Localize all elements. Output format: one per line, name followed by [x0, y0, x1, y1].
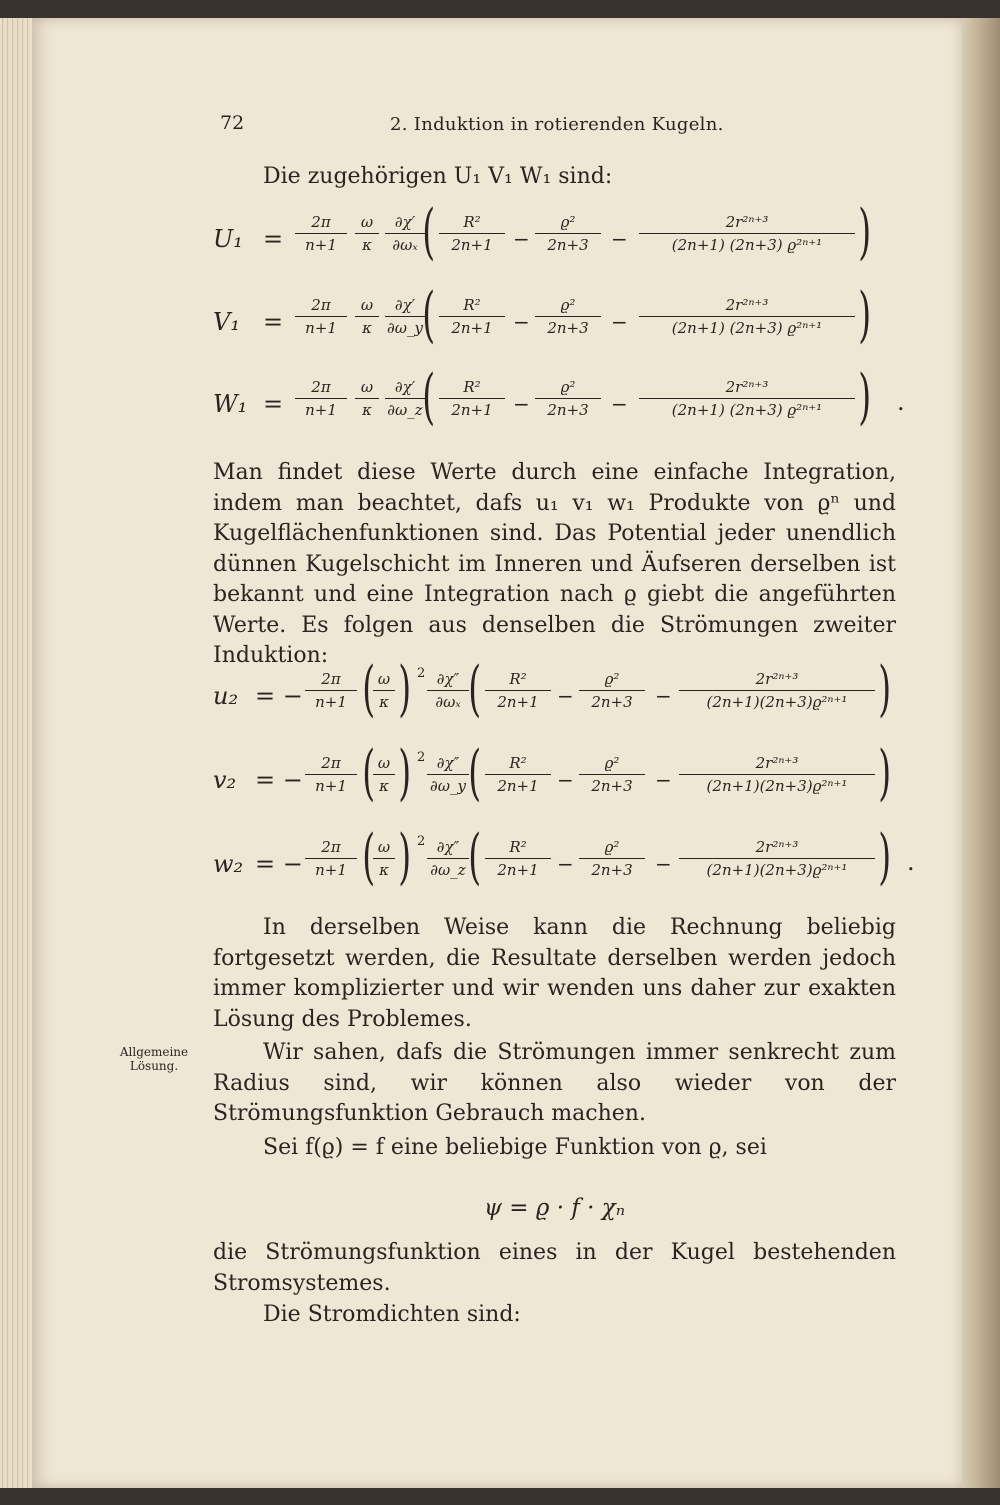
fraction-r2n3: $\frac{\text{2r²ⁿ⁺³}}{\text{(2n+1)(2n+3)ϱ²ⁿ⁺¹}}$	[679, 838, 875, 880]
eq-lhs: v₂	[213, 766, 237, 794]
eq-lhs: V₁	[213, 308, 240, 336]
minus-sign: −	[611, 310, 628, 334]
fraction-r2n3: $\frac{\text{2r²ⁿ⁺³}}{\text{(2n+1)(2n+3)ϱ²ⁿ⁺¹}}$	[679, 670, 875, 712]
minus-sign: −	[513, 310, 530, 334]
scan-top-band	[0, 0, 1000, 18]
equation-psi: ψ = ϱ · f · χₙ	[483, 1195, 626, 1221]
eq-equals: =	[263, 390, 284, 418]
fraction-dchi: $\frac{\partial\chi'}{\partial\omega\_z}$	[385, 378, 425, 420]
eq-lhs: U₁	[213, 225, 243, 253]
equation-W1	[213, 362, 933, 448]
fraction-R2: $\frac{\text{R²}}{2n+1}$	[485, 754, 551, 796]
paragraph-radius: Wir sahen, dafs die Strömungen immer senkrecht zum Radius sind, wir können also wieder von der Strömungsfunktion Gebrauch machen.	[213, 1040, 896, 1126]
equation-period: .	[907, 848, 915, 876]
fraction-omega-kappa: $\frac{\omega}{\kappa}$	[355, 378, 379, 420]
paragraph-stromfunktion: die Strömungsfunktion eines in der Kugel bestehenden Stromsystemes.	[213, 1240, 896, 1296]
left-paren: (	[362, 738, 376, 808]
fraction-2pi: $\frac{2\pi}{n+1}$	[295, 213, 347, 255]
fraction-2pi: $\frac{2\pi}{n+1}$	[305, 754, 357, 796]
right-paren: )	[878, 654, 892, 724]
fraction-omega-kappa: $\frac{\omega}{\kappa}$	[373, 838, 395, 880]
eq-lhs: u₂	[213, 682, 239, 710]
minus-sign: −	[513, 227, 530, 251]
paragraph-continue: In derselben Weise kann die Rechnung beliebig fortgesetzt werden, die Resultate derselben werden jedoch immer komplizierter und wir wenden uns daher zur exakten Lösung des Problemes.	[213, 915, 896, 1032]
fraction-rho2: $\frac{\text{ϱ²}}{2n+3}$	[579, 838, 645, 880]
eq-lhs: W₁	[213, 390, 248, 418]
fraction-dchi: $\frac{\partial\chi''}{\partial\omega\_z}$	[427, 838, 469, 880]
right-paren: )	[398, 654, 412, 724]
equation-w2	[213, 822, 933, 908]
fraction-2pi: $\frac{2\pi}{n+1}$	[295, 296, 347, 338]
minus-sign: −	[611, 392, 628, 416]
paragraph-integration: Man findet diese Werte durch eine einfache Integration, indem man beachtet, dafs u₁ v₁ w₁ Produkte von ϱⁿ und Kugelflächenfunktionen sind. Das Potential jeder unendlich dünnen Kugelschicht im Inneren und Äufseren derselben ist bekannt und eine Integration nach ϱ giebt die angeführten Werte. Es folgen aus denselben die Strömungen zweiter Induktion:	[213, 460, 896, 668]
left-paren: (	[362, 822, 376, 892]
eq-equals-minus: = −	[255, 766, 303, 794]
eq-equals: =	[263, 225, 284, 253]
fraction-dchi: $\frac{\partial\chi''}{\text{∂ωₓ}}$	[427, 670, 469, 712]
book-edge-left	[0, 18, 32, 1488]
paragraph-sei: Sei f(ϱ) = f eine beliebige Funktion von ϱ, sei	[263, 1135, 767, 1160]
fraction-omega-kappa: $\frac{\omega}{\kappa}$	[373, 670, 395, 712]
left-paren: (	[468, 822, 482, 892]
right-paren: )	[878, 822, 892, 892]
page-number: 72	[220, 112, 245, 134]
equation-V1	[213, 280, 933, 366]
fraction-rho2: $\frac{\text{ϱ²}}{2n+3}$	[579, 754, 645, 796]
right-paren: )	[878, 738, 892, 808]
right-paren: )	[858, 280, 872, 350]
right-paren: )	[398, 738, 412, 808]
minus-sign: −	[611, 227, 628, 251]
left-paren: (	[468, 738, 482, 808]
fraction-r2n3: $\frac{\text{2r²ⁿ⁺³}}{\text{(2n+1) (2n+3) ϱ²ⁿ⁺¹}}$	[639, 378, 855, 420]
left-paren: (	[422, 280, 436, 350]
left-paren: (	[422, 197, 436, 267]
equation-period: .	[897, 388, 905, 416]
running-title: 2. Induktion in rotierenden Kugeln.	[390, 114, 724, 135]
fraction-R2: $\frac{\text{R²}}{2n+1}$	[485, 838, 551, 880]
fraction-rho2: $\frac{\text{ϱ²}}{2n+3}$	[535, 296, 601, 338]
scan-bottom-band	[0, 1488, 1000, 1505]
fraction-R2: $\frac{\text{R²}}{2n+1}$	[439, 213, 505, 255]
fraction-2pi: $\frac{2\pi}{n+1}$	[305, 838, 357, 880]
minus-sign: −	[655, 768, 672, 792]
right-paren: )	[858, 197, 872, 267]
square-exponent: 2	[417, 666, 426, 681]
left-paren: (	[422, 362, 436, 432]
fraction-R2: $\frac{\text{R²}}{2n+1}$	[439, 378, 505, 420]
equation-v2	[213, 738, 933, 824]
fraction-r2n3: $\frac{\text{2r²ⁿ⁺³}}{\text{(2n+1) (2n+3) ϱ²ⁿ⁺¹}}$	[639, 213, 855, 255]
eq-equals: =	[263, 308, 284, 336]
equation-U1	[213, 197, 933, 283]
eq-equals-minus: = −	[255, 850, 303, 878]
fraction-dchi: $\frac{\partial\chi'}{\text{∂ωₓ}}$	[385, 213, 425, 255]
fraction-omega-kappa: $\frac{\omega}{\kappa}$	[355, 296, 379, 338]
minus-sign: −	[655, 852, 672, 876]
eq-lhs: w₂	[213, 850, 244, 878]
right-paren: )	[858, 362, 872, 432]
running-head	[220, 112, 910, 142]
fraction-rho2: $\frac{\text{ϱ²}}{2n+3}$	[535, 213, 601, 255]
eq-equals-minus: = −	[255, 682, 303, 710]
margin-note: Allgemeine Lösung.	[119, 1045, 189, 1073]
fraction-dchi: $\frac{\partial\chi'}{\partial\omega\_y}$	[385, 296, 425, 338]
fraction-rho2: $\frac{\text{ϱ²}}{2n+3}$	[579, 670, 645, 712]
fraction-dchi: $\frac{\partial\chi''}{\partial\omega\_y}$	[427, 754, 469, 796]
fraction-2pi: $\frac{2\pi}{n+1}$	[305, 670, 357, 712]
square-exponent: 2	[417, 834, 426, 849]
minus-sign: −	[513, 392, 530, 416]
fraction-2pi: $\frac{2\pi}{n+1}$	[295, 378, 347, 420]
square-exponent: 2	[417, 750, 426, 765]
fraction-omega-kappa: $\frac{\omega}{\kappa}$	[373, 754, 395, 796]
book-edge-right	[962, 18, 1000, 1488]
fraction-r2n3: $\frac{\text{2r²ⁿ⁺³}}{\text{(2n+1)(2n+3)ϱ²ⁿ⁺¹}}$	[679, 754, 875, 796]
fraction-R2: $\frac{\text{R²}}{2n+1}$	[439, 296, 505, 338]
fraction-omega-kappa: $\frac{\omega}{\kappa}$	[355, 213, 379, 255]
equation-u2	[213, 654, 933, 740]
paragraph-stromdichten: Die Stromdichten sind:	[263, 1302, 521, 1327]
right-paren: )	[398, 822, 412, 892]
minus-sign: −	[655, 684, 672, 708]
fraction-rho2: $\frac{\text{ϱ²}}{2n+3}$	[535, 378, 601, 420]
left-paren: (	[362, 654, 376, 724]
minus-sign: −	[557, 684, 574, 708]
fraction-R2: $\frac{\text{R²}}{2n+1}$	[485, 670, 551, 712]
minus-sign: −	[557, 852, 574, 876]
intro-line: Die zugehörigen U₁ V₁ W₁ sind:	[263, 164, 613, 189]
fraction-r2n3: $\frac{\text{2r²ⁿ⁺³}}{\text{(2n+1) (2n+3) ϱ²ⁿ⁺¹}}$	[639, 296, 855, 338]
left-paren: (	[468, 654, 482, 724]
minus-sign: −	[557, 768, 574, 792]
